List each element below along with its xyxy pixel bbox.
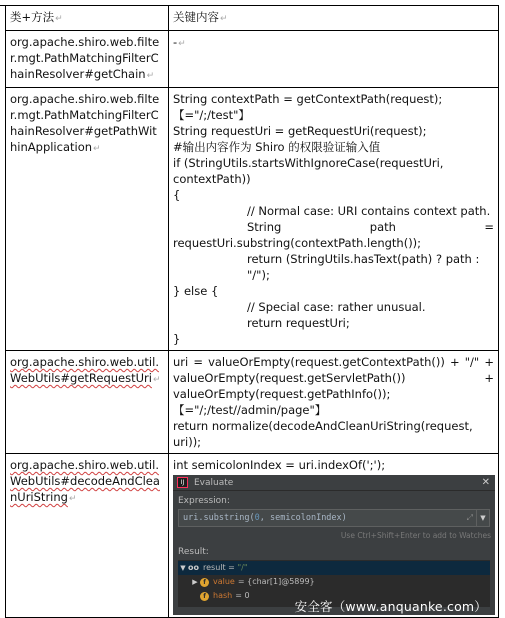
- result-tree: [178, 560, 490, 607]
- table-row: [6, 454, 499, 618]
- code-token: String: [247, 220, 282, 234]
- code-line: {: [173, 188, 181, 202]
- code-line: requestUri.substring(contextPath.length());: [173, 236, 422, 250]
- method-cell: org.apache.shiro.web.util.WebUtils#decodeAndCleanUriString↵: [6, 454, 169, 618]
- table-row: [6, 31, 499, 88]
- method-cell: org.apache.shiro.web.util.WebUtils#getRequestUri↵: [6, 351, 169, 454]
- expand-triangle-icon[interactable]: ▼: [180, 564, 186, 572]
- site-watermark: 安全客（www.anquanke.com）: [294, 599, 487, 614]
- result-label: Result:: [178, 547, 209, 557]
- code-cell: [169, 351, 499, 454]
- code-line: valueOrEmpty(request.getPathInfo());: [173, 387, 391, 401]
- code-token: "/": [464, 355, 480, 369]
- code-token: valueOrEmpty(request.getServletPath()): [173, 371, 406, 385]
- code-comment: #输出内容作为 Shiro 的权限验证输入值: [173, 140, 381, 154]
- method-cell: org.apache.shiro.web.filter.mgt.PathMatchingFilterChainResolver#getChain↵: [6, 31, 169, 88]
- header-key-content: 关键内容↵: [169, 6, 499, 31]
- chevron-down-icon[interactable]: ▼: [476, 510, 489, 526]
- method-cell: org.apache.shiro.web.filter.mgt.PathMatchingFilterChainResolver#getPathWithinApplication↵: [6, 88, 169, 351]
- watch-glasses-icon: oo: [188, 563, 199, 572]
- code-line: String requestUri = getRequestUri(request);: [173, 124, 427, 138]
- code-line: } else {: [173, 284, 219, 298]
- expression-text: uri.substring(0, semicolonIndex): [183, 513, 347, 523]
- field-icon: f: [200, 578, 209, 587]
- watch-hint: Use Ctrl+Shift+Enter to add to Watches: [340, 531, 491, 540]
- code-cell: [169, 88, 499, 351]
- expression-label: Expression:: [178, 496, 230, 506]
- field-value: = {char[1]@5899}: [237, 577, 315, 586]
- field-value: = 0: [235, 591, 250, 600]
- code-cell: [169, 454, 499, 618]
- field-name: value: [213, 577, 235, 586]
- result-node[interactable]: [178, 561, 490, 575]
- code-line: }: [173, 332, 181, 346]
- header-class-method: 类+方法↵: [6, 6, 169, 31]
- analysis-table: [5, 5, 499, 618]
- code-line: String contextPath = getContextPath(request); 【="/;/test"】: [173, 92, 443, 122]
- code-token: =: [193, 355, 203, 369]
- expand-icon[interactable]: ⤢: [466, 513, 473, 522]
- collapsed-triangle-icon[interactable]: ▶: [192, 578, 198, 586]
- expression-input[interactable]: [178, 509, 490, 527]
- code-token: path: [369, 220, 396, 234]
- code-line: int semicolonIndex = uri.indexOf(';');: [173, 458, 386, 472]
- result-name: result =: [203, 563, 235, 572]
- code-comment: // Special case: rather unusual.: [247, 300, 426, 314]
- code-line: [173, 370, 494, 386]
- result-value: "/": [237, 563, 248, 572]
- close-icon[interactable]: ✕: [481, 477, 490, 488]
- code-token: uri: [173, 355, 189, 369]
- code-token: =: [484, 220, 494, 234]
- code-line: return (StringUtils.hasText(path) ? path : "/");: [247, 252, 480, 282]
- evaluate-title: Evaluate: [194, 477, 234, 488]
- table-row: [6, 351, 499, 454]
- value-node[interactable]: [178, 575, 490, 589]
- field-icon: f: [200, 592, 209, 601]
- code-token: +: [484, 371, 494, 385]
- table-header-row: [6, 6, 499, 31]
- code-line: [173, 219, 494, 235]
- evaluate-dialog-screenshot: [173, 475, 495, 615]
- code-token: +: [449, 355, 460, 369]
- code-annotation: 【="/;/test//admin/page"】: [173, 403, 327, 417]
- code-comment: // Normal case: URI contains context path.: [247, 204, 491, 218]
- table-row: [6, 88, 499, 351]
- code-line: return requestUri;: [247, 316, 350, 330]
- content-cell: -↵: [169, 31, 499, 88]
- evaluate-titlebar: [173, 475, 495, 491]
- intellij-logo-icon: IJ: [177, 477, 188, 488]
- code-token: valueOrEmpty(request.getContextPath()): [208, 355, 445, 369]
- code-token: +: [484, 355, 494, 369]
- code-line: if (StringUtils.startsWithIgnoreCase(requestUri, contextPath)): [173, 156, 444, 186]
- field-name: hash: [213, 591, 233, 600]
- code-line: return normalize(decodeAndCleanUriString(request, uri));: [173, 419, 473, 449]
- code-line: [173, 354, 494, 370]
